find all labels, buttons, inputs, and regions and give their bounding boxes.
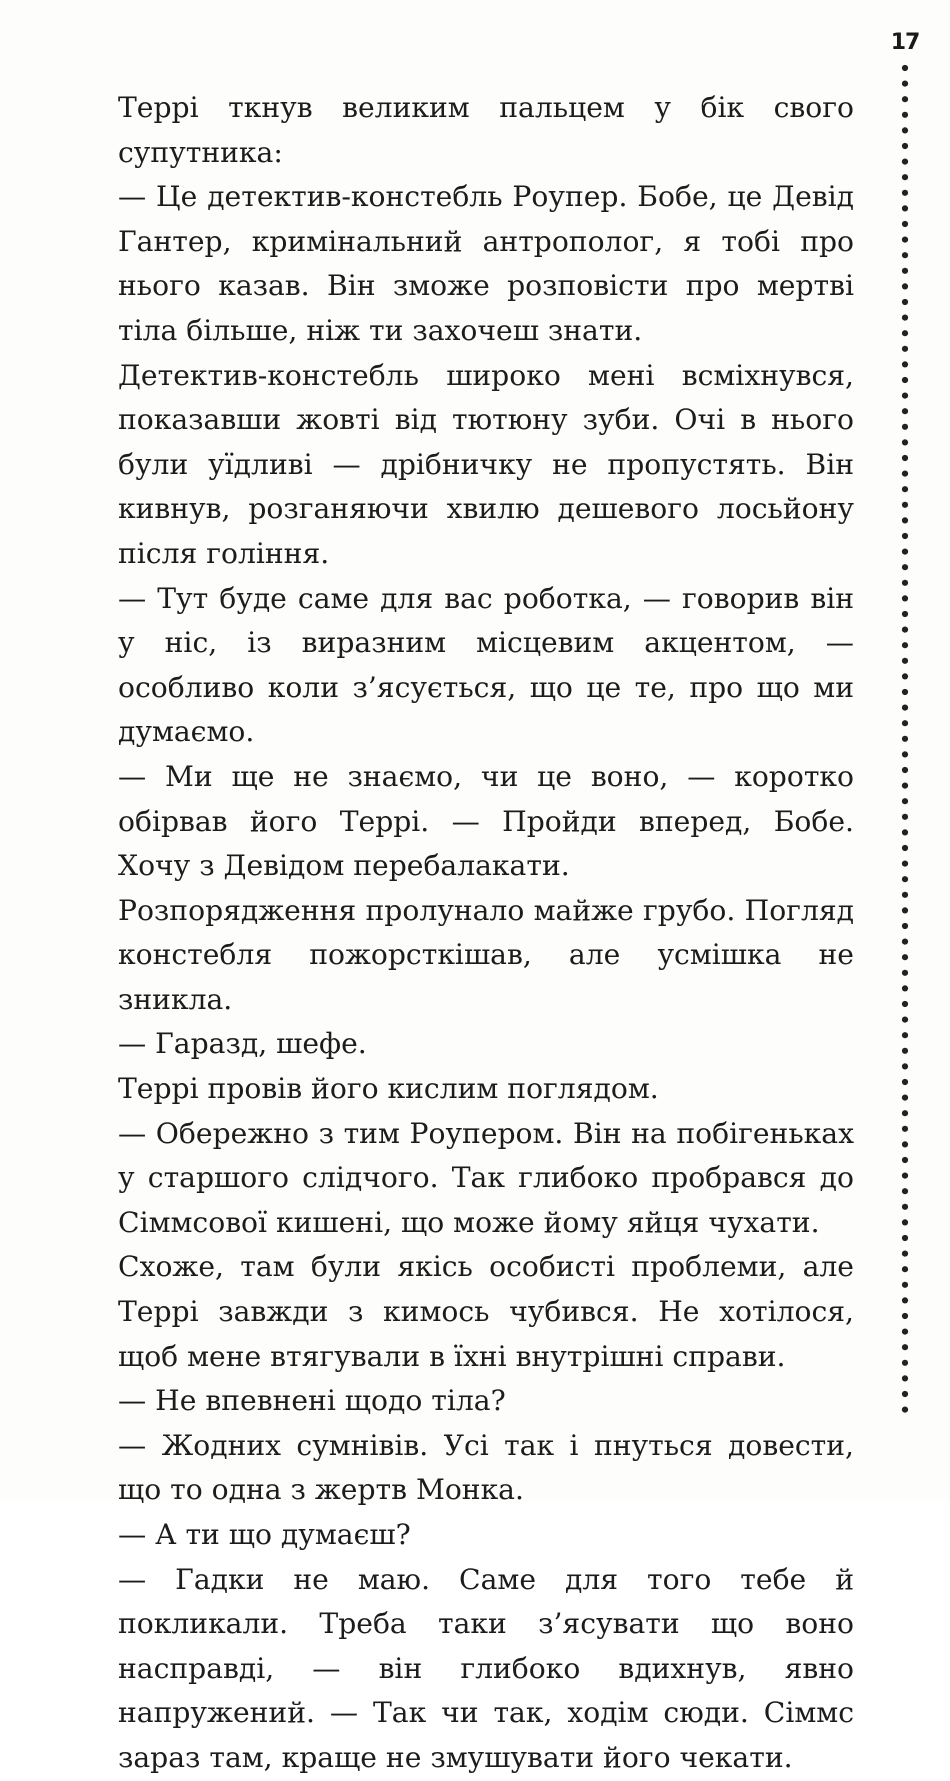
border-dot <box>902 549 908 555</box>
border-dot <box>902 96 908 102</box>
border-dot <box>902 455 908 461</box>
border-dot <box>902 580 908 586</box>
border-dot <box>902 205 908 211</box>
border-dot <box>902 1219 908 1225</box>
border-dot <box>902 923 908 929</box>
border-dot <box>902 377 908 383</box>
border-dot <box>902 1282 908 1288</box>
border-dot <box>902 689 908 695</box>
border-dot <box>902 642 908 648</box>
border-dot <box>902 1235 908 1241</box>
border-dot <box>902 892 908 898</box>
border-dot <box>902 720 908 726</box>
border-dot <box>902 174 908 180</box>
border-dot <box>902 1313 908 1319</box>
border-dot <box>902 268 908 274</box>
border-dot <box>902 627 908 633</box>
border-dot <box>902 970 908 976</box>
border-dot <box>902 1001 908 1007</box>
paragraph-9: — Обережно з тим Роупером. Він на побігеньках у старшого слідчого. Так глибоко пробрався до Сіммсової кишені, що може йому яйця чухати. <box>118 1116 854 1239</box>
paragraph-11: — Не впевнені щодо тіла? <box>118 1384 506 1418</box>
paragraph-10: Схоже, там були якісь особисті проблеми, але Террі завжди з кимось чубився. Не хотілося, щоб мене втягували в їхні внутрішні справи. <box>118 1250 854 1373</box>
paragraph-8: Террі провів його кислим поглядом. <box>118 1072 659 1106</box>
border-dot <box>902 408 908 414</box>
border-dot <box>902 1266 908 1272</box>
border-dot <box>902 876 908 882</box>
border-dot <box>902 798 908 804</box>
border-dot <box>902 658 908 664</box>
border-dot <box>902 1204 908 1210</box>
border-dot <box>902 517 908 523</box>
border-dot <box>902 783 908 789</box>
border-dot <box>902 1126 908 1132</box>
border-dot <box>902 346 908 352</box>
border-dot <box>902 595 908 601</box>
border-dot <box>902 1110 908 1116</box>
border-dot <box>902 330 908 336</box>
border-dot <box>902 283 908 289</box>
paragraph-14: — Гадки не маю. Саме для того тебе й покликали. Треба таки з’ясувати що воно насправді, — він глибоко вдихнув, явно напружений. — Так чи так, ходім сюди. Сіммс зараз там, краще не змушувати його чекати. <box>118 1562 854 1774</box>
border-dot <box>902 439 908 445</box>
border-dot <box>902 736 908 742</box>
paragraph-2: — Це детектив-констебль Роупер. Бобе, це Девід Гантер, кримінальний антрополог, я тобі про нього казав. Він зможе розповісти про мертві тіла більше, ніж ти захочеш знати. <box>118 180 854 347</box>
border-dot <box>902 1157 908 1163</box>
border-dot <box>902 1251 908 1257</box>
page-number: 17 <box>890 30 920 55</box>
border-dot <box>902 65 908 71</box>
paragraph-4: — Тут буде саме для вас роботка, — говорив він у ніс, із виразним місцевим акцентом, — особливо коли з’ясується, що це те, про що ми думаємо. <box>118 581 854 749</box>
border-dot <box>902 1079 908 1085</box>
dotted-margin-border <box>899 62 911 1422</box>
border-dot <box>902 814 908 820</box>
border-dot <box>902 424 908 430</box>
border-dot <box>902 1297 908 1303</box>
paragraph-7: — Гаразд, шефе. <box>118 1027 367 1061</box>
border-dot <box>902 939 908 945</box>
border-dot <box>902 1329 908 1335</box>
border-dot <box>902 299 908 305</box>
border-dot <box>902 907 908 913</box>
border-dot <box>902 221 908 227</box>
border-dot <box>902 611 908 617</box>
border-dot <box>902 1375 908 1381</box>
border-dot <box>902 237 908 243</box>
border-dot <box>902 1360 908 1366</box>
border-dot <box>902 1141 908 1147</box>
border-dot <box>902 705 908 711</box>
border-dot <box>902 1032 908 1038</box>
border-dot <box>902 954 908 960</box>
border-dot <box>902 1407 908 1413</box>
border-dot <box>902 1095 908 1101</box>
border-dot <box>902 1063 908 1069</box>
paragraph-12: — Жодних сумнівів. Усі так і пнуться довести, що то одна з жертв Монка. <box>118 1428 854 1507</box>
border-dot <box>902 159 908 165</box>
paragraph-13: — А ти що думаєш? <box>118 1518 411 1551</box>
border-dot <box>902 1017 908 1023</box>
border-dot <box>902 985 908 991</box>
border-dot <box>902 127 908 133</box>
body-text <box>118 86 854 1781</box>
border-dot <box>902 1048 908 1054</box>
border-dot <box>902 315 908 321</box>
paragraph-1: Террі ткнув великим пальцем у бік свого супутника: <box>118 91 854 169</box>
border-dot <box>902 143 908 149</box>
border-dot <box>902 751 908 757</box>
paragraph-5: — Ми ще не знаємо, чи це воно, — коротко обірвав його Террі. — Пройди вперед, Бобе. Хочу з Девідом перебалакати. <box>118 759 854 883</box>
border-dot <box>902 845 908 851</box>
border-dot <box>902 252 908 258</box>
paragraph-3: Детектив-констебль широко мені всміхнувся, показавши жовті від тютюну зуби. Очі в нього були уїдливі — дрібничку не пропустять. Він кивнув, розганяючи хвилю дешевого лосьйону після гоління. <box>118 358 854 570</box>
border-dot <box>902 486 908 492</box>
border-dot <box>902 673 908 679</box>
border-dot <box>902 1188 908 1194</box>
border-dot <box>902 112 908 118</box>
paragraph-6: Розпорядження пролунало майже грубо. Погляд констебля пожорсткішав, але усмішка не зникла. <box>118 893 854 1016</box>
border-dot <box>902 1173 908 1179</box>
border-dot <box>902 564 908 570</box>
border-dot <box>902 1391 908 1397</box>
border-dot <box>902 502 908 508</box>
border-dot <box>902 471 908 477</box>
border-dot <box>902 361 908 367</box>
border-dot <box>902 81 908 87</box>
border-dot <box>902 533 908 539</box>
border-dot <box>902 190 908 196</box>
border-dot <box>902 393 908 399</box>
border-dot <box>902 767 908 773</box>
border-dot <box>902 829 908 835</box>
border-dot <box>902 861 908 867</box>
border-dot <box>902 1344 908 1350</box>
